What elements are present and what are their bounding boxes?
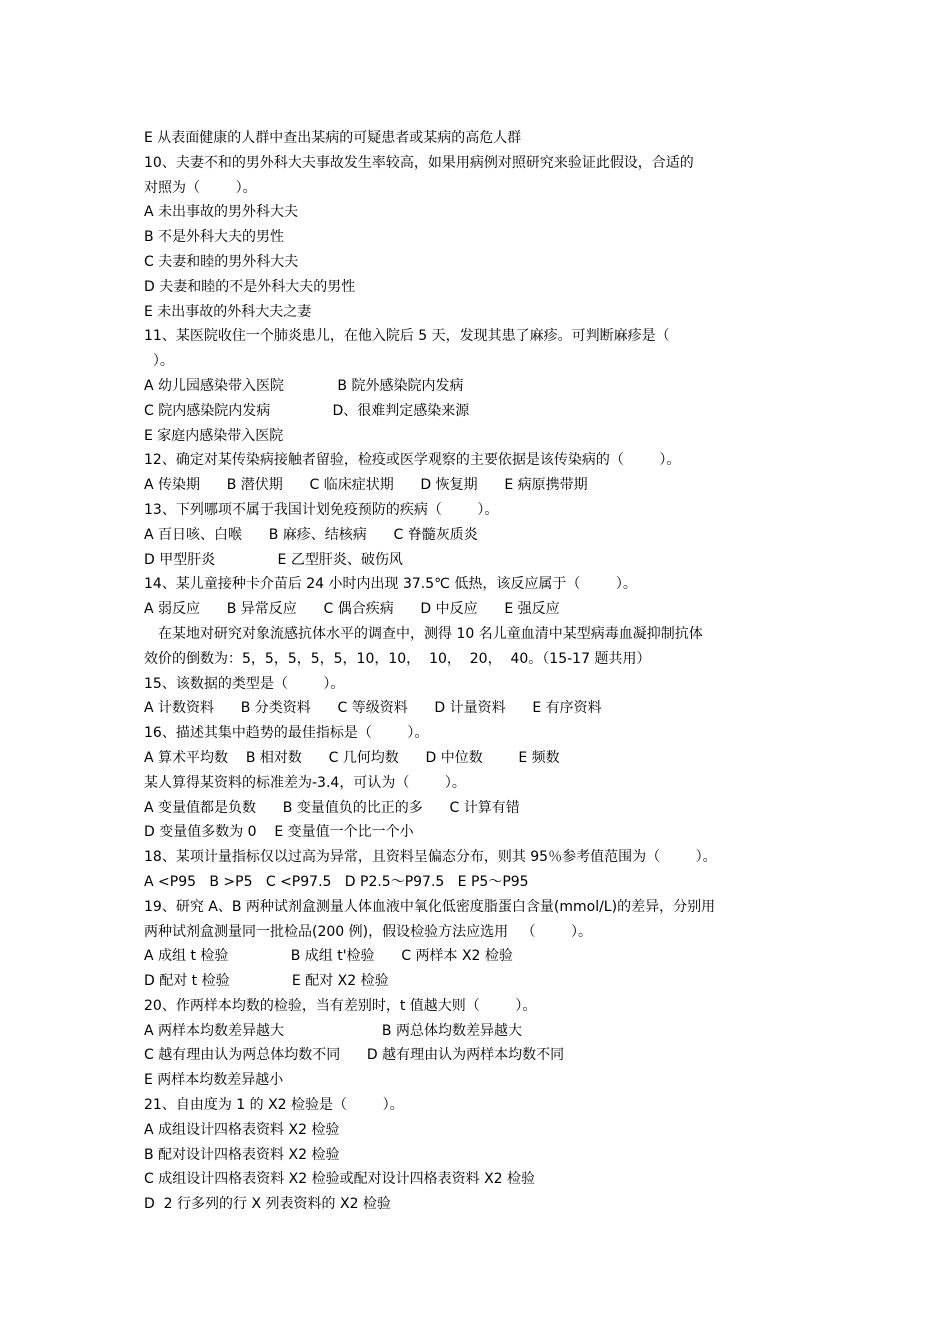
text-line-q10-option-d: D 夫妻和睦的不是外科大夫的男性 bbox=[144, 278, 356, 295]
text-line-q11-options-ab: A 幼儿园感染带入医院 B 院外感染院内发病 bbox=[144, 377, 464, 394]
text-line-q11-option-e: E 家庭内感染带入医院 bbox=[144, 427, 284, 444]
text-line-q21-option-b: B 配对设计四格表资料 X2 检验 bbox=[144, 1146, 340, 1163]
text-line-question-16: 16、描述其集中趋势的最佳指标是（ ）。 bbox=[144, 725, 429, 742]
text-line-question-11-cont: ）。 bbox=[144, 353, 174, 370]
text-line-question-12: 12、确定对某传染病接触者留验，检疫或医学观察的主要依据是该传染病的（ ）。 bbox=[144, 452, 681, 469]
text-line-q16-options: A 算术平均数 B 相对数 C 几何均数 D 中位数 E 频数 bbox=[144, 749, 560, 766]
text-line-q13-options-de: D 甲型肝炎 E 乙型肝炎、破伤风 bbox=[144, 551, 403, 568]
text-line-shared-stem: 在某地对研究对象流感抗体水平的调查中，测得 10 名儿童血清中某型病毒血凝抑制抗体 bbox=[158, 625, 703, 642]
text-line-question-10: 10、夫妻不和的男外科大夫事故发生率较高，如果用病例对照研究来验证此假设，合适的 bbox=[144, 154, 694, 171]
text-line-q20-options-ab: A 两样本均数差异越大 B 两总体均数差异越大 bbox=[144, 1022, 522, 1039]
text-line-q20-options-cd: C 越有理由认为两总体均数不同 D 越有理由认为两样本均数不同 bbox=[144, 1047, 565, 1064]
text-line-question-21: 21、自由度为 1 的 X2 检验是（ ）。 bbox=[144, 1097, 404, 1114]
text-line-question-18: 18、某项计量指标仅以过高为异常，且资料呈偏态分布，则其 95％参考值范围为（ ）。 bbox=[144, 849, 717, 866]
question-text-body bbox=[144, 126, 814, 1217]
text-line-question-10-cont: 对照为（ ）。 bbox=[144, 179, 257, 196]
text-line-q10-option-c: C 夫妻和睦的男外科大夫 bbox=[144, 253, 299, 270]
text-line-question-17: 某人算得某资料的标准差为-3.4，可认为（ ）。 bbox=[144, 774, 466, 791]
text-line-q13-options-abc: A 百日咳、白喉 B 麻疹、结核病 C 脊髓灰质炎 bbox=[144, 526, 478, 543]
text-line-q15-options: A 计数资料 B 分类资料 C 等级资料 D 计量资料 E 有序资料 bbox=[144, 700, 602, 717]
text-line-q21-option-d: D 2 行多列的行 X 列表资料的 X2 检验 bbox=[144, 1196, 391, 1213]
text-line-question-19: 19、研究 A、B 两种试剂盒测量人体血液中氧化低密度脂蛋白含量(mmol/L)的差异，分别用 bbox=[144, 898, 716, 915]
text-line-option-e: E 从表面健康的人群中查出某病的可疑患者或某病的高危人群 bbox=[144, 130, 522, 146]
text-line-question-19-cont: 两种试剂盒测量同一批检品(200 例)，假设检验方法应选用 （ ）。 bbox=[144, 923, 593, 940]
text-line-q18-options: A <P95 B >P5 C <P97.5 D P2.5～P97.5 E P5～P95 bbox=[144, 873, 529, 890]
text-line-q19-options-de: D 配对 t 检验 E 配对 X2 检验 bbox=[144, 973, 389, 990]
text-line-question-11: 11、某医院收住一个肺炎患儿，在他入院后 5 天，发现其患了麻疹。可判断麻疹是（ bbox=[144, 328, 670, 345]
text-line-q20-option-e: E 两样本均数差异越小 bbox=[144, 1072, 284, 1089]
text-line-q17-options-abc: A 变量值都是负数 B 变量值负的比正的多 C 计算有错 bbox=[144, 799, 520, 816]
text-line-question-14: 14、某儿童接种卡介苗后 24 小时内出现 37.5℃ 低热，该反应属于（ ）。 bbox=[144, 576, 637, 593]
text-line-q11-options-cd: C 院内感染院内发病 D、很难判定感染来源 bbox=[144, 402, 470, 419]
text-line-q17-options-de: D 变量值多数为 0 E 变量值一个比一个小 bbox=[144, 824, 414, 841]
text-line-q21-option-c: C 成组设计四格表资料 X2 检验或配对设计四格表资料 X2 检验 bbox=[144, 1171, 536, 1188]
text-line-q10-option-b: B 不是外科大夫的男性 bbox=[144, 229, 285, 246]
text-line-q12-options: A 传染期 B 潜伏期 C 临床症状期 D 恢复期 E 病原携带期 bbox=[144, 477, 588, 494]
text-line-question-20: 20、作两样本均数的检验，当有差别时，t 值越大则（ ）。 bbox=[144, 997, 537, 1014]
text-line-q19-options-abc: A 成组 t 检验 B 成组 t'检验 C 两样本 X2 检验 bbox=[144, 948, 513, 965]
text-line-q21-option-a: A 成组设计四格表资料 X2 检验 bbox=[144, 1121, 340, 1138]
text-line-question-15: 15、该数据的类型是（ ）。 bbox=[144, 675, 345, 692]
text-line-q10-option-a: A 未出事故的男外科大夫 bbox=[144, 204, 299, 221]
text-line-q14-options: A 弱反应 B 异常反应 C 偶合疾病 D 中反应 E 强反应 bbox=[144, 601, 560, 618]
text-line-q10-option-e: E 未出事故的外科大夫之妻 bbox=[144, 303, 312, 320]
text-line-shared-stem-cont: 效价的倒数为：5，5，5，5，5，10，10， 10， 20， 40。（15-17 题共用） bbox=[144, 650, 651, 667]
text-line-question-13: 13、下列哪项不属于我国计划免疫预防的疾病（ ）。 bbox=[144, 501, 499, 518]
